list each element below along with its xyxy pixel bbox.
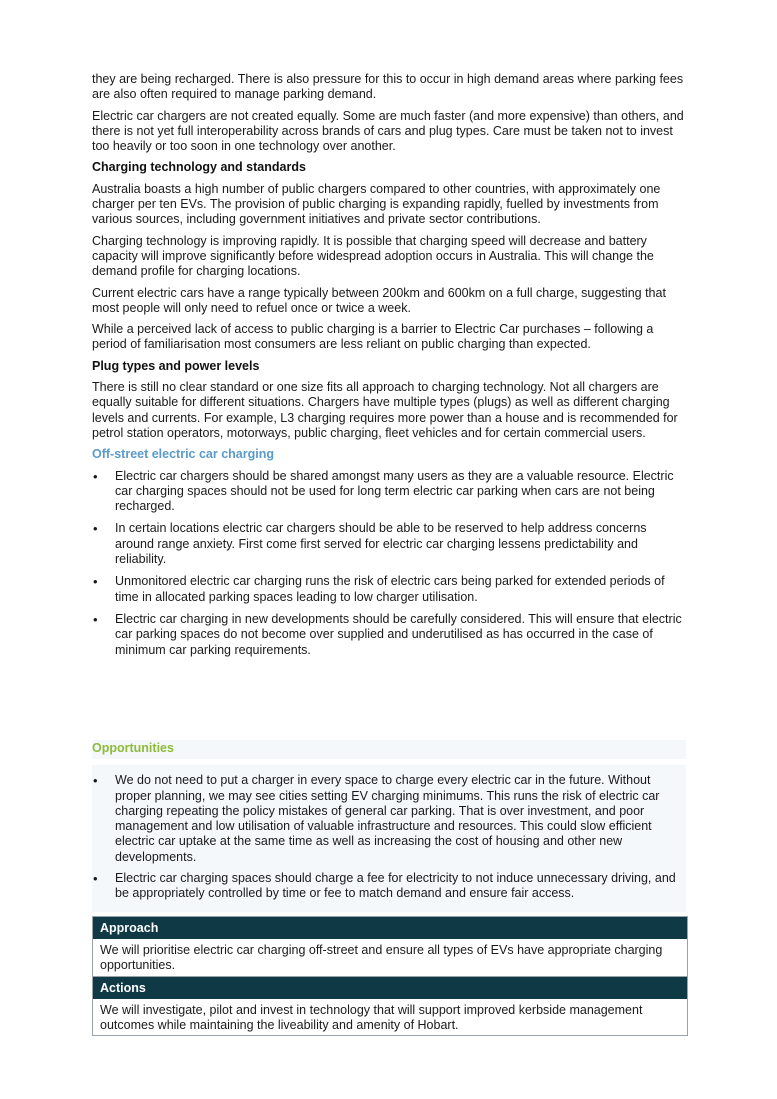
approach-text: We will prioritise electric car charging off-street and ensure all types of EVs have appropriate charging opportunities. [93, 939, 687, 977]
list-item: • In certain locations electric car chargers should be able to be reserved to help address concerns around range anxiety. First come first served for electric car charging lessens predictability and reliability. [92, 521, 686, 567]
intro-paragraph-1: they are being recharged. There is also pressure for this to occur in high demand areas where parking fees are also often required to manage parking demand. [92, 72, 684, 102]
actions-header: Actions [93, 977, 687, 999]
opportunities-callout [92, 740, 686, 912]
off-street-heading: Off-street electric car charging [92, 447, 275, 462]
charging-tech-paragraph-3: Current electric cars have a range typically between 200km and 600km on a full charge, suggesting that most people will only need to refuel once or twice a week. [92, 285, 666, 315]
opportunities-box [92, 765, 686, 911]
list-item: • Electric car charging in new developments should be carefully considered. This will ensure that electric car parking spaces do not become over supplied and underutilised as has occurred in the case of minimum car parking requirements. [92, 612, 686, 658]
list-item: • Electric car charging spaces should charge a fee for electricity to not induce unnecessary driving, and be appropriately controlled by time or fee to match demand and ensure fair access. [92, 871, 686, 902]
charging-tech-paragraph-2: Charging technology is improving rapidly. It is possible that charging speed will decrease and battery capacity will improve significantly before widespread adoption occurs in Australia. This will change the demand profile for charging locations. [92, 233, 654, 279]
list-item: • Unmonitored electric car charging runs the risk of electric cars being parked for extended periods of time in allocated parking spaces leading to low charger utilisation. [92, 574, 686, 605]
intro-paragraph-2: Electric car chargers are not created equally. Some are much faster (and more expensive) than others, and there is not yet full interoperability across brands of cars and plug types. Care must be taken not to invest too heavily or too soon in one technology over another. [92, 108, 684, 154]
document-body [92, 72, 686, 665]
list-item: • Electric car chargers should be shared amongst many users as they are a valuable resource. Electric car charging spaces should not be used for long term electric car parking when cars are not being recharged. [92, 469, 686, 515]
approach-header: Approach [93, 917, 687, 939]
off-street-list [92, 469, 686, 658]
charging-tech-paragraph-4: While a perceived lack of access to public charging is a barrier to Electric Car purchases – following a period of familiarisation most consumers are less reliant on public charging than expected. [92, 322, 654, 352]
charging-tech-paragraph-1: Australia boasts a high number of public chargers compared to other countries, with approximately one charger per ten EVs. The provision of public charging is expanding rapidly, fuelled by investments from various sources, including government initiatives and private sector contributions. [92, 181, 661, 227]
opportunities-heading: Opportunities [92, 740, 686, 759]
list-item: • We do not need to put a charger in every space to charge every electric car in the future. Without proper planning, we may see cities setting EV charging minimums. This runs the risk of electric car charging repeating the policy mistakes of general car parking. That is over investment, and poor management and low utilisation of valuable infrastructure and resources. This could slow efficient electric car uptake at the same time as well as increasing the cost of housing and other new developments. [92, 773, 686, 865]
actions-text: We will investigate, pilot and invest in technology that will support improved kerbside management outcomes while maintaining the liveability and amenity of Hobart. [100, 1002, 643, 1032]
approach-actions-table [92, 916, 688, 1036]
plug-types-paragraph: There is still no clear standard or one size fits all approach to charging technology. Not all chargers are equally suitable for different situations. Chargers have multiple types (plugs) as well as different charging levels and currents. For example, L3 charging requires more power than a house and is recommended for petrol station operators, motorways, public charging, fleet vehicles and for certain commercial users. [92, 380, 678, 440]
plug-types-heading: Plug types and power levels [92, 358, 260, 373]
charging-tech-heading: Charging technology and standards [92, 160, 306, 175]
opportunities-list [92, 773, 686, 901]
